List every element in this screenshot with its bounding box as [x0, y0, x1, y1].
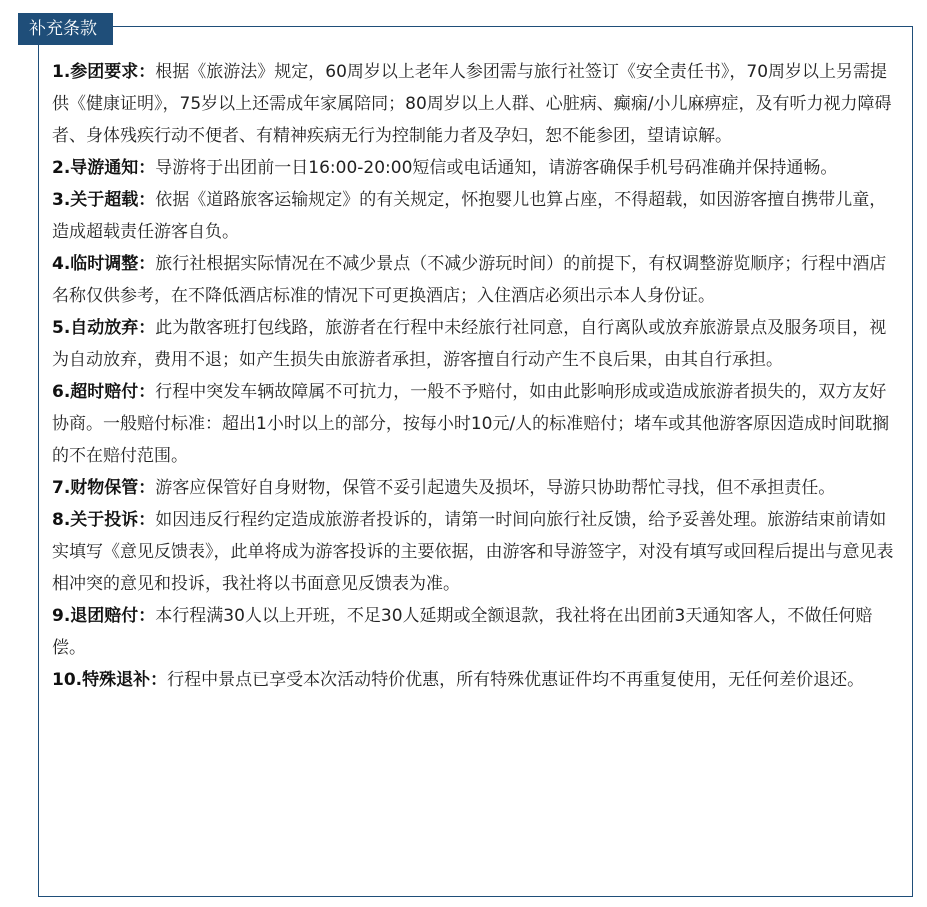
- clause-5: [52, 312, 902, 376]
- clause-label: 6.超时赔付：: [52, 382, 156, 402]
- clause-label: 3.关于超载：: [52, 190, 156, 210]
- clause-text: 旅行社根据实际情况在不减少景点（不减少游玩时间）的前提下，有权调整游览顺序；行程中酒店名称仅供参考，在不降低酒店标准的情况下可更换酒店；入住酒店必须出示本人身份证。: [52, 254, 887, 306]
- clause-text: 根据《旅游法》规定，60周岁以上老年人参团需与旅行社签订《安全责任书》，70周岁以上另需提供《健康证明》，75岁以上还需成年家属陪同；80周岁以上人群、心脏病、癫痫/小儿麻痹症，及有听力视力障碍者、身体残疾行动不便者、有精神疾病无行为控制能力者及孕妇，恕不能参团，望请谅解。: [52, 62, 892, 146]
- clause-9: [52, 600, 902, 664]
- clause-label: 4.临时调整：: [52, 254, 156, 274]
- clause-label: 7.财物保管：: [52, 478, 156, 498]
- clause-8: [52, 504, 902, 600]
- clause-text: 行程中突发车辆故障属不可抗力，一般不予赔付，如由此影响形成或造成旅游者损失的，双方友好协商。一般赔付标准：超出1小时以上的部分，按每小时10元/人的标准赔付；堵车或其他游客原因造成时间耽搁的不在赔付范围。: [52, 382, 890, 466]
- clause-text: 此为散客班打包线路，旅游者在行程中未经旅行社同意，自行离队或放弃旅游景点及服务项目，视为自动放弃，费用不退；如产生损失由旅游者承担，游客擅自行动产生不良后果，由其自行承担。: [52, 318, 887, 370]
- clause-text: 导游将于出团前一日16:00-20:00短信或电话通知，请游客确保手机号码准确并保持通畅。: [155, 158, 838, 178]
- clause-label: 1.参团要求：: [52, 62, 156, 82]
- clause-text: 依据《道路旅客运输规定》的有关规定，怀抱婴儿也算占座，不得超载，如因游客擅自携带儿童，造成超载责任游客自负。: [52, 190, 887, 242]
- clause-text: 本行程满30人以上开班，不足30人延期或全额退款，我社将在出团前3天通知客人，不做任何赔偿。: [52, 606, 873, 658]
- clause-label: 8.关于投诉：: [52, 510, 156, 530]
- clauses-list: [52, 56, 902, 696]
- clause-10: [52, 664, 902, 696]
- clause-3: [52, 184, 902, 248]
- clause-label: 9.退团赔付：: [52, 606, 156, 626]
- clause-label: 2.导游通知：: [52, 158, 156, 178]
- clause-text: 游客应保管好自身财物，保管不妥引起遗失及损坏，导游只协助帮忙寻找，但不承担责任。: [155, 478, 836, 498]
- clause-label: 10.特殊退补：: [52, 670, 168, 690]
- clause-text: 行程中景点已享受本次活动特价优惠，所有特殊优惠证件均不再重复使用，无任何差价退还。: [167, 670, 865, 690]
- clause-2: [52, 152, 902, 184]
- clause-text: 如因违反行程约定造成旅游者投诉的，请第一时间向旅行社反馈，给予妥善处理。旅游结束前请如实填写《意见反馈表》，此单将成为游客投诉的主要依据，由游客和导游签字，对没有填写或回程后提出与意见表相冲突的意见和投诉，我社将以书面意见反馈表为准。: [52, 510, 894, 594]
- section-tab: 补充条款: [18, 13, 108, 45]
- clause-label: 5.自动放弃：: [52, 318, 156, 338]
- clause-7: [52, 472, 902, 504]
- clause-6: [52, 376, 902, 472]
- clause-1: [52, 56, 902, 152]
- clause-4: [52, 248, 902, 312]
